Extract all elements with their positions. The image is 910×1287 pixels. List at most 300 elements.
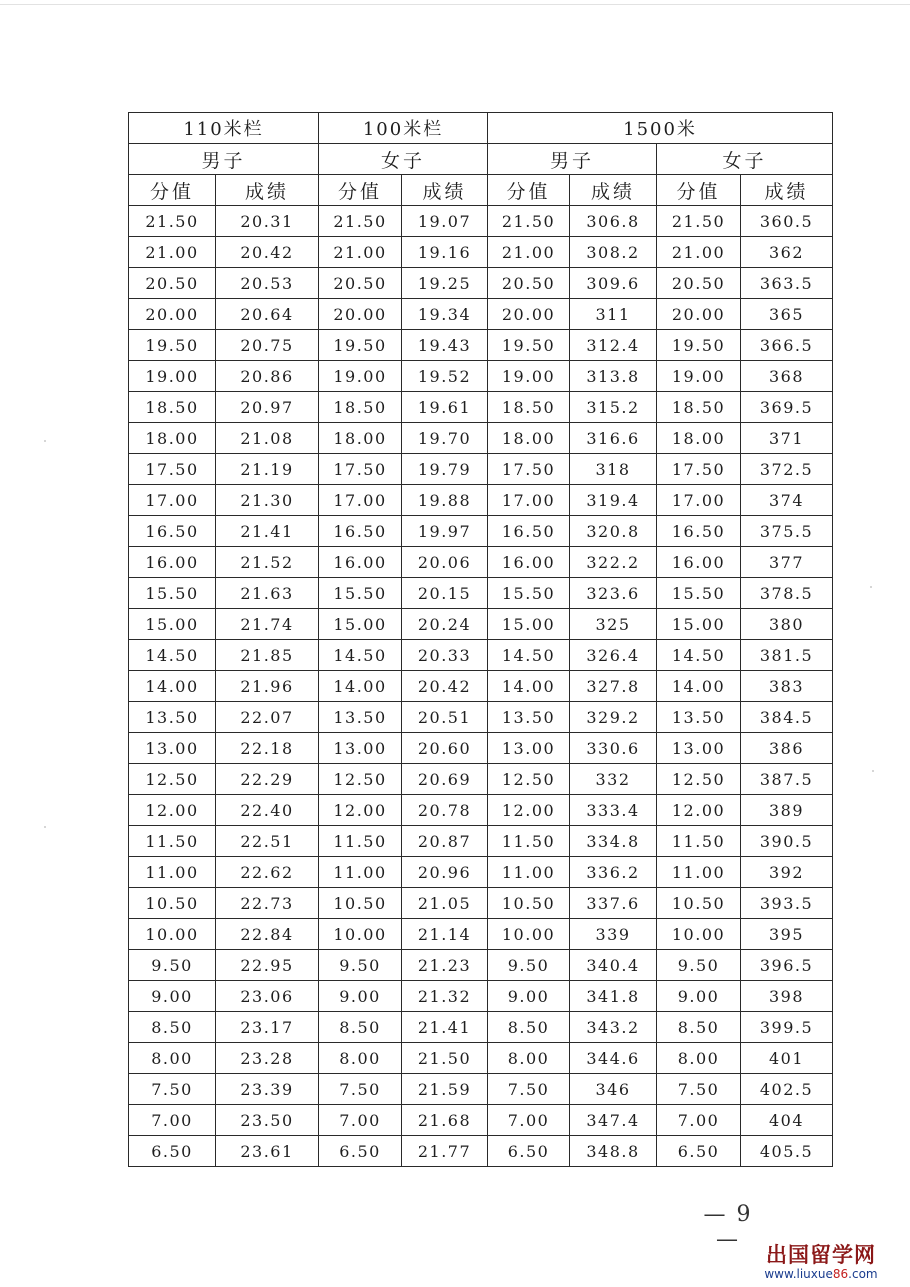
table-row bbox=[129, 671, 833, 702]
result-cell: 21.41 bbox=[216, 516, 319, 547]
result-cell: 22.40 bbox=[216, 795, 319, 826]
result-cell: 21.50 bbox=[402, 1043, 488, 1074]
score-cell: 15.50 bbox=[488, 578, 570, 609]
top-edge-line bbox=[0, 4, 910, 5]
result-cell: 325 bbox=[570, 609, 657, 640]
score-cell: 11.00 bbox=[319, 857, 402, 888]
result-cell: 20.97 bbox=[216, 392, 319, 423]
watermark-url-suffix: .com bbox=[848, 1267, 878, 1281]
result-cell: 20.87 bbox=[402, 826, 488, 857]
table-row bbox=[129, 1043, 833, 1074]
score-cell: 8.50 bbox=[657, 1012, 741, 1043]
table-row bbox=[129, 950, 833, 981]
result-cell: 374 bbox=[741, 485, 833, 516]
result-cell: 20.42 bbox=[402, 671, 488, 702]
table-row bbox=[129, 516, 833, 547]
table-row bbox=[129, 640, 833, 671]
score-cell: 12.50 bbox=[488, 764, 570, 795]
result-cell: 21.05 bbox=[402, 888, 488, 919]
table-row bbox=[129, 423, 833, 454]
result-cell: 320.8 bbox=[570, 516, 657, 547]
score-cell: 17.00 bbox=[657, 485, 741, 516]
score-cell: 10.00 bbox=[488, 919, 570, 950]
result-cell: 336.2 bbox=[570, 857, 657, 888]
score-cell: 7.50 bbox=[488, 1074, 570, 1105]
score-cell: 18.50 bbox=[129, 392, 216, 423]
score-cell: 18.00 bbox=[657, 423, 741, 454]
result-cell: 19.97 bbox=[402, 516, 488, 547]
event-header-100m-hurdles: 100米栏 bbox=[319, 113, 488, 144]
score-cell: 14.50 bbox=[488, 640, 570, 671]
score-cell: 8.50 bbox=[319, 1012, 402, 1043]
result-cell: 19.16 bbox=[402, 237, 488, 268]
table-row bbox=[129, 299, 833, 330]
result-cell: 20.86 bbox=[216, 361, 319, 392]
result-cell: 20.33 bbox=[402, 640, 488, 671]
score-cell: 11.50 bbox=[129, 826, 216, 857]
column-header-result: 成绩 bbox=[570, 175, 657, 206]
column-header-result: 成绩 bbox=[741, 175, 833, 206]
score-cell: 21.50 bbox=[319, 206, 402, 237]
column-header-score: 分值 bbox=[657, 175, 741, 206]
score-cell: 7.00 bbox=[657, 1105, 741, 1136]
result-cell: 399.5 bbox=[741, 1012, 833, 1043]
score-cell: 14.50 bbox=[129, 640, 216, 671]
score-cell: 14.00 bbox=[129, 671, 216, 702]
score-cell: 9.00 bbox=[488, 981, 570, 1012]
score-cell: 19.50 bbox=[319, 330, 402, 361]
result-cell: 344.6 bbox=[570, 1043, 657, 1074]
table-row bbox=[129, 1074, 833, 1105]
scan-speck bbox=[44, 826, 46, 828]
score-cell: 15.00 bbox=[129, 609, 216, 640]
result-cell: 23.61 bbox=[216, 1136, 319, 1167]
table-row bbox=[129, 392, 833, 423]
result-cell: 23.17 bbox=[216, 1012, 319, 1043]
table-row bbox=[129, 361, 833, 392]
score-cell: 21.50 bbox=[488, 206, 570, 237]
score-cell: 19.00 bbox=[319, 361, 402, 392]
score-cell: 7.00 bbox=[319, 1105, 402, 1136]
result-cell: 401 bbox=[741, 1043, 833, 1074]
score-cell: 20.00 bbox=[657, 299, 741, 330]
result-cell: 378.5 bbox=[741, 578, 833, 609]
score-cell: 17.00 bbox=[129, 485, 216, 516]
result-cell: 20.75 bbox=[216, 330, 319, 361]
score-cell: 9.50 bbox=[657, 950, 741, 981]
column-header-score: 分值 bbox=[488, 175, 570, 206]
score-cell: 18.00 bbox=[319, 423, 402, 454]
result-cell: 398 bbox=[741, 981, 833, 1012]
result-cell: 396.5 bbox=[741, 950, 833, 981]
score-cell: 18.00 bbox=[488, 423, 570, 454]
page-number: — 9 — bbox=[703, 1202, 753, 1252]
score-cell: 10.00 bbox=[319, 919, 402, 950]
result-cell: 21.41 bbox=[402, 1012, 488, 1043]
result-cell: 381.5 bbox=[741, 640, 833, 671]
result-cell: 346 bbox=[570, 1074, 657, 1105]
score-cell: 11.00 bbox=[488, 857, 570, 888]
result-cell: 306.8 bbox=[570, 206, 657, 237]
result-cell: 347.4 bbox=[570, 1105, 657, 1136]
score-cell: 9.00 bbox=[319, 981, 402, 1012]
result-cell: 380 bbox=[741, 609, 833, 640]
result-cell: 22.62 bbox=[216, 857, 319, 888]
score-cell: 16.50 bbox=[319, 516, 402, 547]
result-cell: 22.51 bbox=[216, 826, 319, 857]
score-cell: 14.50 bbox=[319, 640, 402, 671]
result-cell: 21.32 bbox=[402, 981, 488, 1012]
score-cell: 12.00 bbox=[319, 795, 402, 826]
score-cell: 8.00 bbox=[657, 1043, 741, 1074]
score-cell: 15.00 bbox=[488, 609, 570, 640]
result-cell: 383 bbox=[741, 671, 833, 702]
score-cell: 14.50 bbox=[657, 640, 741, 671]
score-cell: 20.50 bbox=[319, 268, 402, 299]
result-cell: 22.07 bbox=[216, 702, 319, 733]
result-cell: 22.95 bbox=[216, 950, 319, 981]
column-header-score: 分值 bbox=[319, 175, 402, 206]
result-cell: 22.29 bbox=[216, 764, 319, 795]
table-row bbox=[129, 237, 833, 268]
gender-header-female: 女子 bbox=[657, 144, 833, 175]
score-cell: 11.00 bbox=[657, 857, 741, 888]
table-row bbox=[129, 733, 833, 764]
score-table bbox=[128, 112, 833, 1167]
score-cell: 16.00 bbox=[319, 547, 402, 578]
result-cell: 311 bbox=[570, 299, 657, 330]
score-cell: 21.00 bbox=[488, 237, 570, 268]
gender-header-row bbox=[129, 144, 833, 175]
score-cell: 15.50 bbox=[129, 578, 216, 609]
score-cell: 17.00 bbox=[488, 485, 570, 516]
result-cell: 333.4 bbox=[570, 795, 657, 826]
score-cell: 17.50 bbox=[657, 454, 741, 485]
score-cell: 13.50 bbox=[488, 702, 570, 733]
score-cell: 15.50 bbox=[657, 578, 741, 609]
score-cell: 7.50 bbox=[319, 1074, 402, 1105]
result-cell: 19.43 bbox=[402, 330, 488, 361]
result-cell: 21.59 bbox=[402, 1074, 488, 1105]
score-cell: 18.50 bbox=[657, 392, 741, 423]
result-cell: 21.14 bbox=[402, 919, 488, 950]
score-cell: 7.50 bbox=[129, 1074, 216, 1105]
result-cell: 23.06 bbox=[216, 981, 319, 1012]
watermark-url bbox=[746, 1267, 896, 1281]
score-cell: 20.00 bbox=[319, 299, 402, 330]
result-cell: 20.24 bbox=[402, 609, 488, 640]
score-cell: 7.50 bbox=[657, 1074, 741, 1105]
result-cell: 21.63 bbox=[216, 578, 319, 609]
result-cell: 405.5 bbox=[741, 1136, 833, 1167]
result-cell: 341.8 bbox=[570, 981, 657, 1012]
table-row bbox=[129, 330, 833, 361]
score-cell: 12.50 bbox=[657, 764, 741, 795]
score-cell: 13.50 bbox=[319, 702, 402, 733]
score-cell: 17.50 bbox=[488, 454, 570, 485]
score-cell: 18.50 bbox=[488, 392, 570, 423]
result-cell: 319.4 bbox=[570, 485, 657, 516]
result-cell: 330.6 bbox=[570, 733, 657, 764]
table-row bbox=[129, 888, 833, 919]
result-cell: 20.53 bbox=[216, 268, 319, 299]
result-cell: 20.06 bbox=[402, 547, 488, 578]
result-cell: 339 bbox=[570, 919, 657, 950]
result-cell: 309.6 bbox=[570, 268, 657, 299]
result-cell: 334.8 bbox=[570, 826, 657, 857]
gender-header-male: 男子 bbox=[129, 144, 319, 175]
score-cell: 18.00 bbox=[129, 423, 216, 454]
result-cell: 20.69 bbox=[402, 764, 488, 795]
result-cell: 363.5 bbox=[741, 268, 833, 299]
result-cell: 369.5 bbox=[741, 392, 833, 423]
table-row bbox=[129, 826, 833, 857]
score-cell: 11.50 bbox=[319, 826, 402, 857]
result-cell: 323.6 bbox=[570, 578, 657, 609]
table-row bbox=[129, 485, 833, 516]
result-cell: 23.39 bbox=[216, 1074, 319, 1105]
score-cell: 19.50 bbox=[657, 330, 741, 361]
column-header-score: 分值 bbox=[129, 175, 216, 206]
result-cell: 395 bbox=[741, 919, 833, 950]
result-cell: 312.4 bbox=[570, 330, 657, 361]
result-cell: 313.8 bbox=[570, 361, 657, 392]
result-cell: 332 bbox=[570, 764, 657, 795]
site-watermark bbox=[746, 1243, 896, 1281]
result-cell: 360.5 bbox=[741, 206, 833, 237]
result-cell: 372.5 bbox=[741, 454, 833, 485]
score-cell: 9.50 bbox=[319, 950, 402, 981]
score-cell: 13.00 bbox=[129, 733, 216, 764]
score-cell: 6.50 bbox=[129, 1136, 216, 1167]
result-cell: 21.74 bbox=[216, 609, 319, 640]
result-cell: 20.51 bbox=[402, 702, 488, 733]
table-row bbox=[129, 206, 833, 237]
result-cell: 308.2 bbox=[570, 237, 657, 268]
score-cell: 12.00 bbox=[488, 795, 570, 826]
result-cell: 21.85 bbox=[216, 640, 319, 671]
result-cell: 343.2 bbox=[570, 1012, 657, 1043]
result-cell: 371 bbox=[741, 423, 833, 454]
score-cell: 16.50 bbox=[488, 516, 570, 547]
score-cell: 16.00 bbox=[657, 547, 741, 578]
result-cell: 22.84 bbox=[216, 919, 319, 950]
table-row bbox=[129, 981, 833, 1012]
result-cell: 20.64 bbox=[216, 299, 319, 330]
score-cell: 8.00 bbox=[319, 1043, 402, 1074]
result-cell: 337.6 bbox=[570, 888, 657, 919]
result-cell: 20.60 bbox=[402, 733, 488, 764]
score-cell: 8.00 bbox=[129, 1043, 216, 1074]
score-cell: 13.00 bbox=[657, 733, 741, 764]
result-cell: 21.96 bbox=[216, 671, 319, 702]
result-cell: 315.2 bbox=[570, 392, 657, 423]
result-cell: 366.5 bbox=[741, 330, 833, 361]
score-cell: 8.50 bbox=[488, 1012, 570, 1043]
result-cell: 368 bbox=[741, 361, 833, 392]
result-cell: 329.2 bbox=[570, 702, 657, 733]
score-cell: 10.00 bbox=[657, 919, 741, 950]
result-cell: 326.4 bbox=[570, 640, 657, 671]
table-row bbox=[129, 795, 833, 826]
score-cell: 18.50 bbox=[319, 392, 402, 423]
score-cell: 20.50 bbox=[488, 268, 570, 299]
gender-header-male: 男子 bbox=[488, 144, 657, 175]
result-cell: 19.34 bbox=[402, 299, 488, 330]
result-cell: 19.25 bbox=[402, 268, 488, 299]
result-cell: 387.5 bbox=[741, 764, 833, 795]
result-cell: 375.5 bbox=[741, 516, 833, 547]
result-cell: 20.78 bbox=[402, 795, 488, 826]
score-cell: 16.50 bbox=[129, 516, 216, 547]
result-cell: 19.07 bbox=[402, 206, 488, 237]
score-cell: 13.50 bbox=[657, 702, 741, 733]
result-cell: 316.6 bbox=[570, 423, 657, 454]
scan-speck bbox=[872, 770, 874, 772]
score-cell: 8.50 bbox=[129, 1012, 216, 1043]
score-cell: 20.50 bbox=[129, 268, 216, 299]
score-cell: 21.00 bbox=[319, 237, 402, 268]
score-cell: 9.00 bbox=[657, 981, 741, 1012]
score-cell: 13.00 bbox=[488, 733, 570, 764]
score-cell: 19.00 bbox=[129, 361, 216, 392]
score-cell: 11.50 bbox=[488, 826, 570, 857]
score-cell: 9.50 bbox=[488, 950, 570, 981]
scan-speck bbox=[870, 586, 872, 588]
result-cell: 392 bbox=[741, 857, 833, 888]
result-cell: 377 bbox=[741, 547, 833, 578]
score-cell: 19.00 bbox=[657, 361, 741, 392]
score-cell: 16.00 bbox=[488, 547, 570, 578]
score-cell: 13.50 bbox=[129, 702, 216, 733]
score-cell: 12.50 bbox=[319, 764, 402, 795]
result-cell: 327.8 bbox=[570, 671, 657, 702]
score-cell: 17.50 bbox=[319, 454, 402, 485]
result-cell: 318 bbox=[570, 454, 657, 485]
result-cell: 21.19 bbox=[216, 454, 319, 485]
event-header-110m-hurdles: 110米栏 bbox=[129, 113, 319, 144]
table-row bbox=[129, 857, 833, 888]
watermark-url-accent: 86 bbox=[832, 1267, 849, 1281]
table-row bbox=[129, 702, 833, 733]
score-cell: 12.00 bbox=[657, 795, 741, 826]
result-cell: 404 bbox=[741, 1105, 833, 1136]
score-cell: 20.50 bbox=[657, 268, 741, 299]
score-cell: 19.50 bbox=[129, 330, 216, 361]
score-cell: 6.50 bbox=[488, 1136, 570, 1167]
result-cell: 21.77 bbox=[402, 1136, 488, 1167]
result-cell: 22.18 bbox=[216, 733, 319, 764]
score-cell: 15.00 bbox=[657, 609, 741, 640]
score-cell: 21.00 bbox=[129, 237, 216, 268]
score-cell: 6.50 bbox=[319, 1136, 402, 1167]
score-cell: 15.00 bbox=[319, 609, 402, 640]
result-cell: 20.15 bbox=[402, 578, 488, 609]
score-cell: 12.00 bbox=[129, 795, 216, 826]
result-cell: 21.23 bbox=[402, 950, 488, 981]
result-cell: 384.5 bbox=[741, 702, 833, 733]
score-cell: 10.50 bbox=[488, 888, 570, 919]
table-row bbox=[129, 454, 833, 485]
result-cell: 19.79 bbox=[402, 454, 488, 485]
table-row bbox=[129, 764, 833, 795]
watermark-site-name: 出国留学网 bbox=[766, 1243, 876, 1267]
score-cell: 17.00 bbox=[319, 485, 402, 516]
result-cell: 20.31 bbox=[216, 206, 319, 237]
table-row bbox=[129, 547, 833, 578]
score-cell: 9.50 bbox=[129, 950, 216, 981]
result-cell: 23.50 bbox=[216, 1105, 319, 1136]
table-body bbox=[129, 206, 833, 1167]
table-row bbox=[129, 578, 833, 609]
score-cell: 17.50 bbox=[129, 454, 216, 485]
result-cell: 393.5 bbox=[741, 888, 833, 919]
score-cell: 6.50 bbox=[657, 1136, 741, 1167]
result-cell: 402.5 bbox=[741, 1074, 833, 1105]
score-cell: 10.50 bbox=[657, 888, 741, 919]
column-header-result: 成绩 bbox=[216, 175, 319, 206]
score-cell: 20.00 bbox=[488, 299, 570, 330]
result-cell: 20.96 bbox=[402, 857, 488, 888]
result-cell: 19.61 bbox=[402, 392, 488, 423]
watermark-url-prefix: www.liuxue bbox=[764, 1267, 833, 1281]
score-cell: 15.50 bbox=[319, 578, 402, 609]
score-cell: 7.00 bbox=[129, 1105, 216, 1136]
score-cell: 16.50 bbox=[657, 516, 741, 547]
gender-header-female: 女子 bbox=[319, 144, 488, 175]
score-cell: 19.00 bbox=[488, 361, 570, 392]
score-cell: 10.50 bbox=[129, 888, 216, 919]
table-row bbox=[129, 919, 833, 950]
score-cell: 20.00 bbox=[129, 299, 216, 330]
score-cell: 14.00 bbox=[319, 671, 402, 702]
table-row bbox=[129, 1012, 833, 1043]
result-cell: 19.88 bbox=[402, 485, 488, 516]
score-cell: 10.50 bbox=[319, 888, 402, 919]
result-cell: 348.8 bbox=[570, 1136, 657, 1167]
score-cell: 7.00 bbox=[488, 1105, 570, 1136]
table-row bbox=[129, 1136, 833, 1167]
score-cell: 21.50 bbox=[129, 206, 216, 237]
score-cell: 21.00 bbox=[657, 237, 741, 268]
table-row bbox=[129, 609, 833, 640]
column-header-row bbox=[129, 175, 833, 206]
result-cell: 21.68 bbox=[402, 1105, 488, 1136]
result-cell: 20.42 bbox=[216, 237, 319, 268]
result-cell: 19.52 bbox=[402, 361, 488, 392]
scan-speck bbox=[44, 440, 46, 442]
column-header-result: 成绩 bbox=[402, 175, 488, 206]
score-cell: 11.50 bbox=[657, 826, 741, 857]
score-cell: 19.50 bbox=[488, 330, 570, 361]
score-cell: 13.00 bbox=[319, 733, 402, 764]
score-cell: 12.50 bbox=[129, 764, 216, 795]
result-cell: 22.73 bbox=[216, 888, 319, 919]
score-cell: 8.00 bbox=[488, 1043, 570, 1074]
result-cell: 389 bbox=[741, 795, 833, 826]
score-cell: 9.00 bbox=[129, 981, 216, 1012]
score-cell: 11.00 bbox=[129, 857, 216, 888]
score-cell: 10.00 bbox=[129, 919, 216, 950]
event-header-1500m: 1500米 bbox=[488, 113, 833, 144]
result-cell: 365 bbox=[741, 299, 833, 330]
result-cell: 23.28 bbox=[216, 1043, 319, 1074]
result-cell: 21.30 bbox=[216, 485, 319, 516]
table-row bbox=[129, 1105, 833, 1136]
result-cell: 21.52 bbox=[216, 547, 319, 578]
event-header-row bbox=[129, 113, 833, 144]
table-row bbox=[129, 268, 833, 299]
